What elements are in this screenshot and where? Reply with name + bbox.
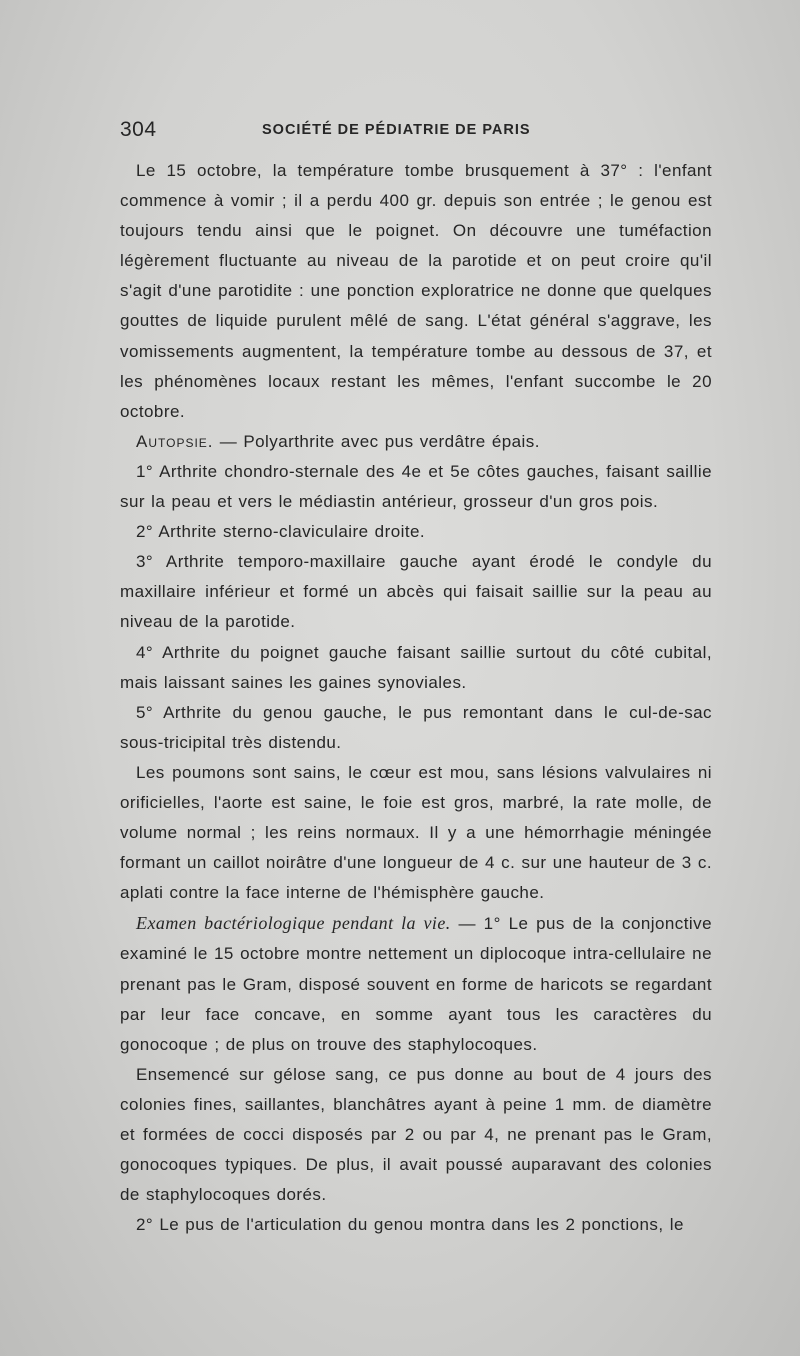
paragraph-item-1: 1° Arthrite chondro-sternale des 4e et 5e côtes gauches, faisant saillie sur la peau et vers le médiastin antérieur, grosseur d'un gros pois. xyxy=(120,461,712,512)
paragraph-temperature: Le 15 octobre, la température tombe brusquement à 37° : l'enfant commence à vomir ; il a perdu 400 gr. depuis son entrée ; le genou est toujours tendu ainsi que le poignet. On découvre une tuméfaction légèrement fluctuante au niveau de la parotide et on peut croire qu'il s'agit d'une parotidite : une ponction exploratrice ne donne que quelques gouttes de liquide purulent mêlé de sang. L'état général s'aggrave, les vomissements augmentent, la température tombe au dessous de 37, et les phénomènes locaux restant les mêmes, l'enfant succombe le 20 octobre. xyxy=(120,161,712,421)
paragraph-bacteriology: Examen bactériologique pendant la vie. — 1° Le pus de la conjonctive examiné le 15 octobre montre nettement un diplocoque intra-cellulaire ne prenant pas le Gram, disposé souvent en forme de haricots se regardant par leur face concave, en somme ayant tous les caractères du gonocoque ; de plus on trouve des staphylocoques. xyxy=(120,913,712,1054)
paragraph-knee-pus: 2° Le pus de l'articulation du genou montra dans les 2 ponctions, le xyxy=(136,1215,684,1235)
running-title: SOCIÉTÉ DE PÉDIATRIE DE PARIS xyxy=(262,122,531,138)
body-text xyxy=(120,156,712,1240)
autopsy-heading: Autopsie. xyxy=(136,431,214,451)
page-number: 304 xyxy=(120,118,157,141)
paragraph-item-2: 2° Arthrite sterno-claviculaire droite. xyxy=(136,522,426,542)
paragraph-item-4: 4° Arthrite du poignet gauche faisant saillie surtout du côté cubital, mais laissant saines les gaines synoviales. xyxy=(120,642,712,692)
paragraph-item-5: 5° Arthrite du genou gauche, le pus remontant dans le cul-de-sac sous-tricipital très distendu. xyxy=(120,702,712,752)
page-header xyxy=(120,118,710,144)
paragraph-autopsy: Autopsie. — Polyarthrite avec pus verdâtre épais. xyxy=(136,431,540,451)
paragraph-item-3: 3° Arthrite temporo-maxillaire gauche ayant érodé le condyle du maxillaire inférieur et formé un abcès qui faisait saillie sur la peau au niveau de la parotide. xyxy=(120,552,712,632)
bacteriology-heading: Examen bactériologique pendant la vie. xyxy=(136,913,451,934)
paragraph-organs: Les poumons sont sains, le cœur est mou, sans lésions valvulaires ni orificielles, l'aorte est saine, le foie est gros, marbré, la rate molle, de volume normal ; les reins normaux. Il y a une hémorrhagie méningée formant un caillot noirâtre d'une longueur de 4 c. sur une hauteur de 3 c. aplati contre la face interne de l'hémisphère gauche. xyxy=(120,762,712,903)
paragraph-culture: Ensemencé sur gélose sang, ce pus donne au bout de 4 jours des colonies fines, saillantes, blanchâtres ayant à peine 1 mm. de diamètre et formées de cocci disposés par 2 ou par 4, ne prenant pas le Gram, gonocoques typiques. De plus, il avait poussé auparavant des colonies de staphylocoques dorés. xyxy=(120,1064,712,1205)
